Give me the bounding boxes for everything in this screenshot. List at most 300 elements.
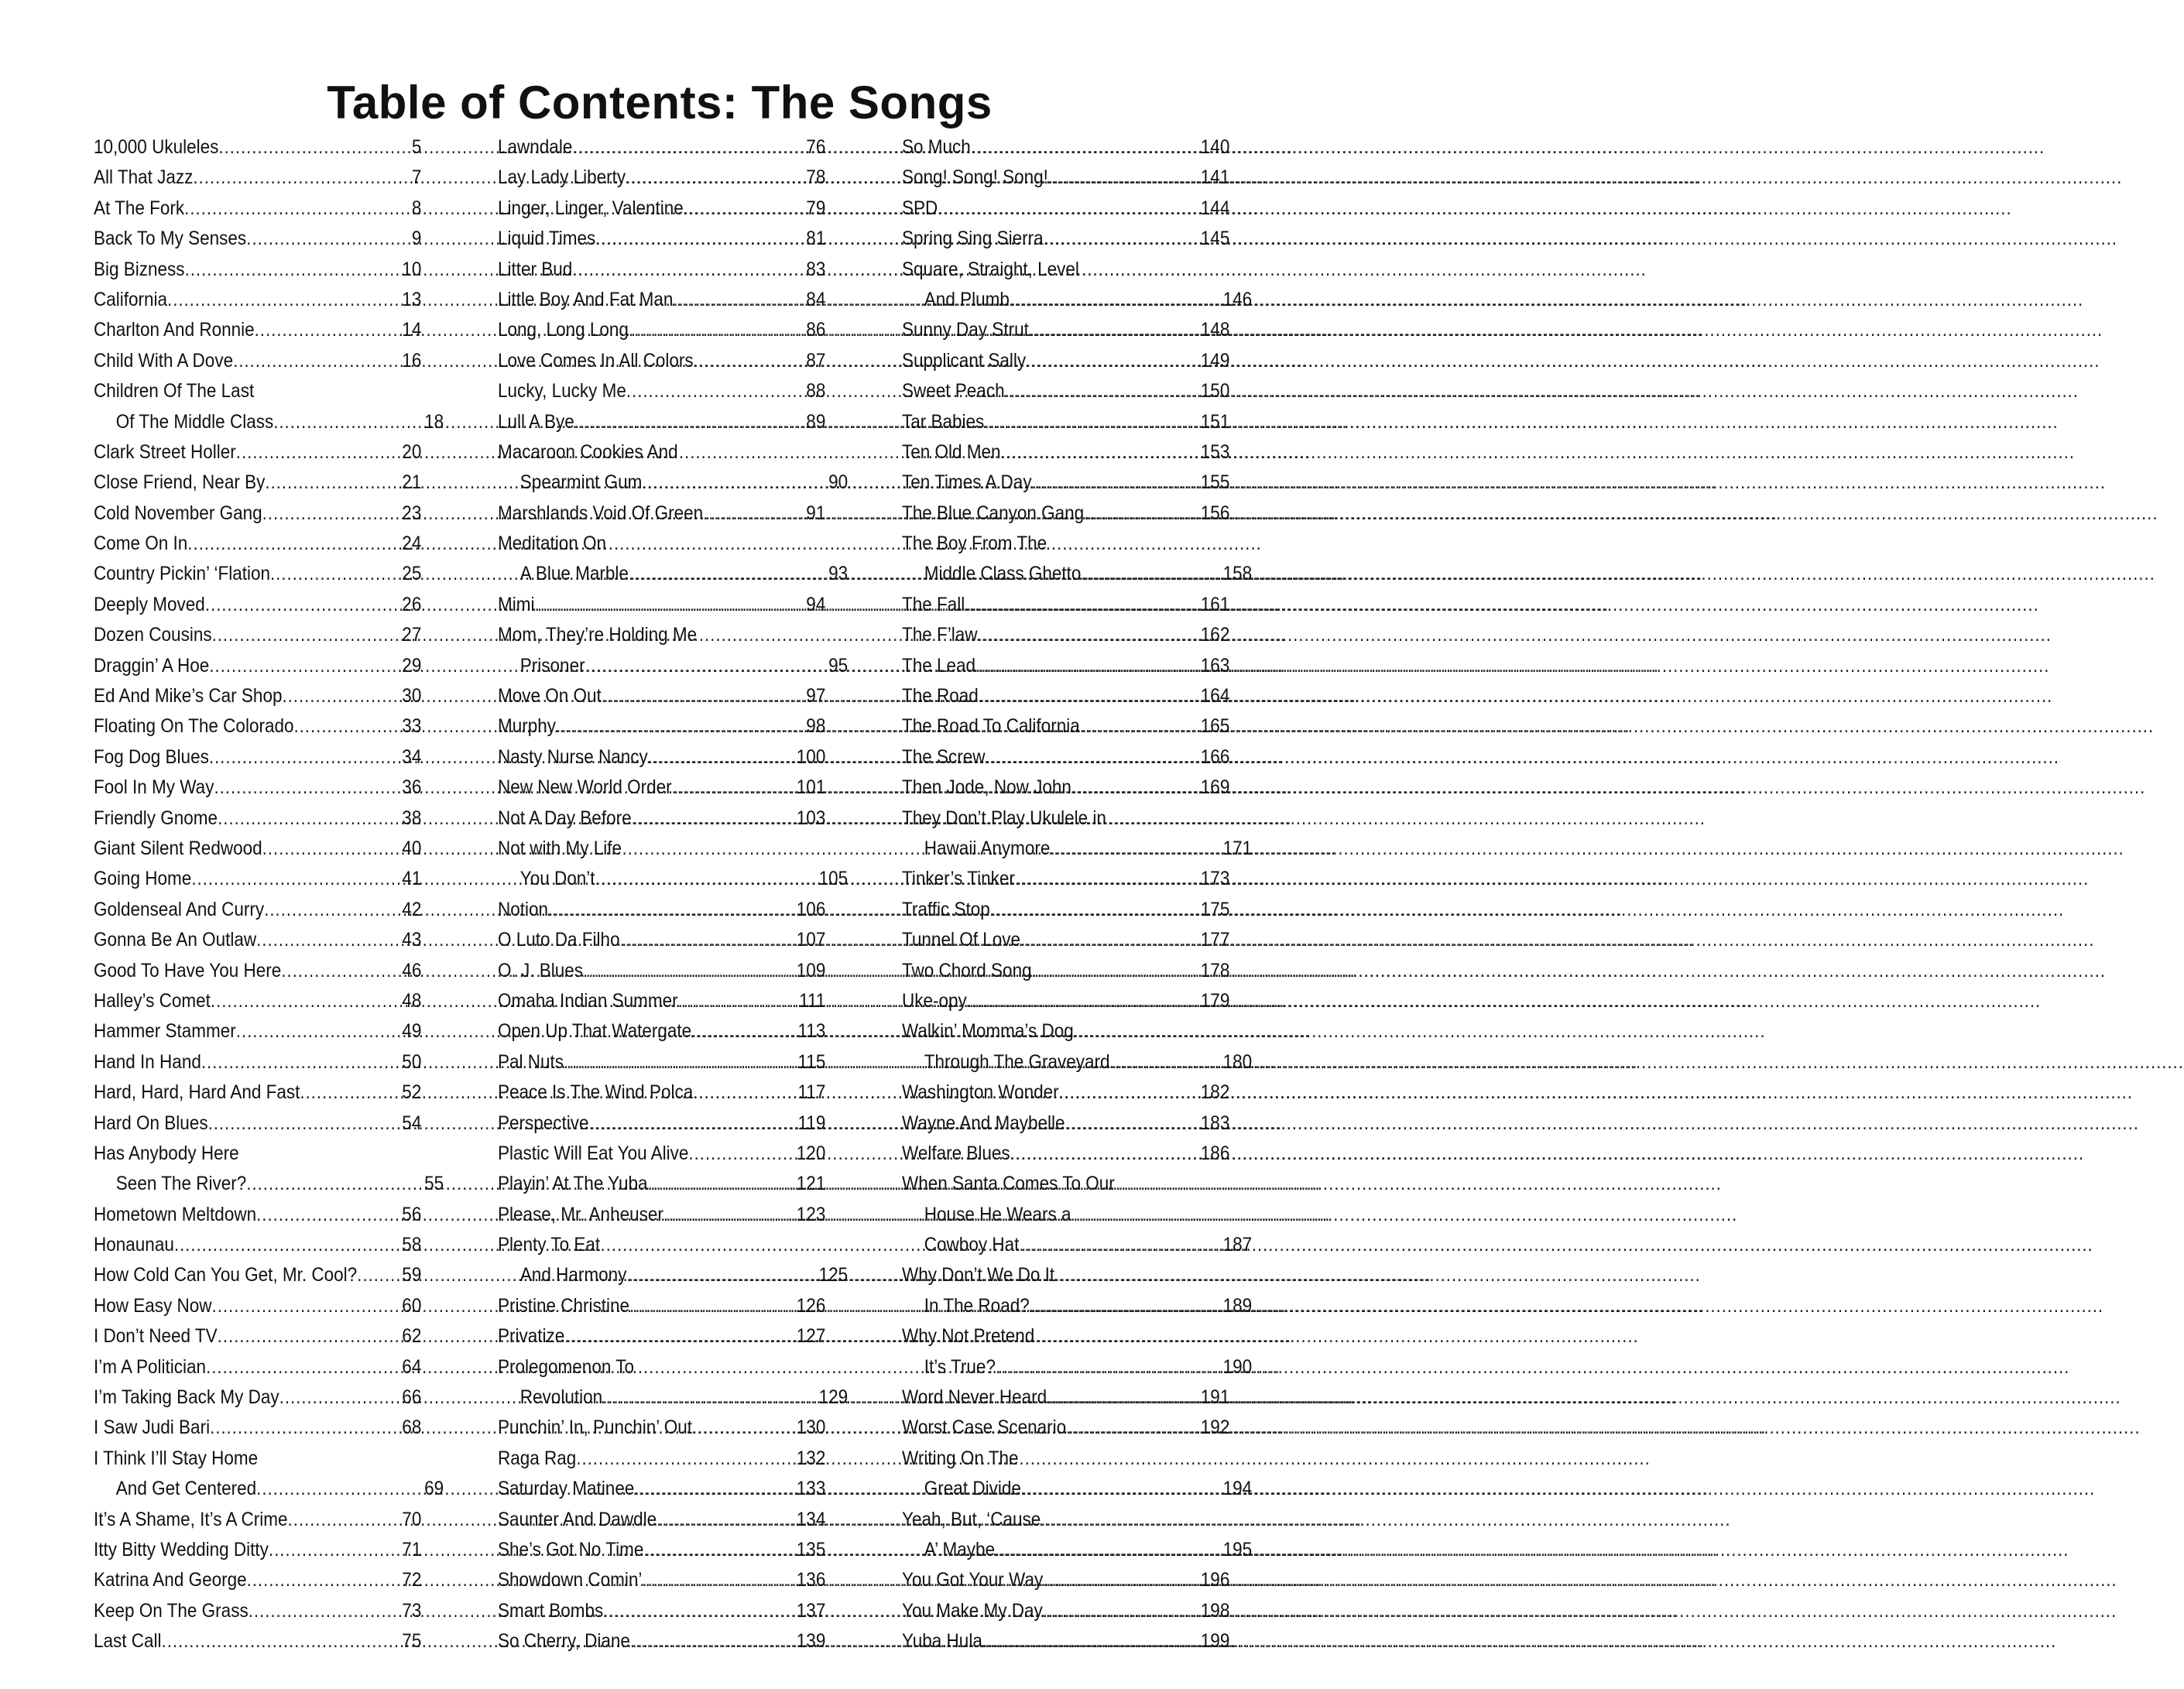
toc-entry-leader-line [94,1047,421,1077]
toc-entry [94,834,421,864]
toc-entry-title: Hometown Meltdown [94,1203,257,1225]
toc-entry-title: Tar Babies [902,410,985,433]
page-number: 25 [402,563,422,585]
toc-entry [498,1413,825,1443]
toc-entry-title: Gonna Be An Outlaw [94,929,257,951]
toc-entry-title: California [94,288,168,310]
toc-entry-title: The F’law [902,624,978,646]
toc-entry [498,194,825,224]
toc-entry-leader-line [902,773,1229,803]
toc-entry [498,498,825,529]
toc-entry-leader-line [498,864,848,894]
page-number: 14 [402,319,422,341]
toc-entry-title: Revolution [519,1386,603,1409]
toc-entry-title: Fog Dog Blues [94,745,209,768]
toc-entry-leader-line [94,1565,421,1595]
dot-leader [626,1260,818,1290]
toc-entry-title: Saturday Matinee [498,1478,635,1500]
toc-entry-title: It’s True? [924,1355,996,1378]
toc-entry-leader-line [498,255,825,285]
toc-entry-title-line [902,1505,1229,1535]
toc-entry-leader-line [902,1382,1229,1413]
toc-entry [902,864,1229,894]
page-number: 179 [1200,989,1230,1012]
toc-entry [94,956,421,986]
dot-leader [1066,1413,1200,1443]
toc-entry-leader-line [498,895,825,925]
toc-entry-title-part: Not with My Life [498,837,622,859]
dot-leader [990,895,1200,925]
toc-entry-leader-line [498,1169,825,1199]
toc-entry-leader-line [498,1474,825,1504]
toc-entry-leader-line [498,194,825,224]
toc-entry-leader-line [94,163,421,193]
page-number: 70 [402,1508,422,1530]
toc-entry-title-line [498,1352,825,1382]
toc-entry [94,1047,421,1077]
page-number: 52 [402,1081,422,1104]
dot-leader [279,1382,402,1413]
page-number: 126 [796,1294,826,1317]
toc-entry [902,1169,1253,1260]
toc-entry [94,498,421,529]
toc-entry-leader-line [94,1291,421,1321]
toc-entry-title-part: They Don’t Play Ukulele in [902,807,1106,829]
toc-entry [498,1444,825,1474]
toc-entry-title-line [902,1200,1252,1230]
toc-entry-title: I’m A Politician [94,1355,207,1378]
dot-leader [236,437,402,468]
page-number: 134 [796,1508,826,1530]
page-number: 144 [1200,197,1230,219]
toc-entry-leader-line [902,315,1229,345]
dot-leader [643,1535,795,1565]
toc-entry-title: Smart Bombs [498,1599,604,1622]
toc-entry-title: Halley’s Comet [94,989,211,1012]
toc-entry [498,620,849,681]
dot-leader [273,407,423,437]
toc-entry-leader-line [902,1626,1229,1656]
toc-entry [498,1230,849,1291]
page-number: 117 [797,1081,826,1104]
toc-entry-leader-line [902,437,1229,468]
toc-entry [902,651,1229,681]
toc-entry-title: In The Road? [924,1294,1030,1317]
toc-entry-leader-line [94,956,421,986]
toc-entry-title: Country Pickin’ ‘Flation [94,563,271,585]
page-number: 175 [1200,898,1230,920]
toc-entry-leader-line [94,315,421,345]
page-number: 165 [1200,715,1230,738]
toc-entry-title: New New World Order [498,776,672,799]
toc-entry-leader-line [94,498,421,529]
toc-entry [94,1291,421,1321]
toc-entry [902,1139,1229,1169]
page-number: 18 [424,410,444,433]
toc-entry [498,1139,825,1169]
toc-entry-title-part: The Boy From The [902,533,1047,555]
dot-leader [693,1077,797,1108]
toc-entry-title-line [902,1444,1229,1474]
toc-entry-title: Omaha Indian Summer [498,989,678,1012]
dot-leader [262,834,402,864]
page-number: 146 [1222,288,1253,310]
page-number: 76 [806,136,826,158]
toc-entry-leader-line [902,1352,1252,1382]
toc-entry [902,1382,1229,1413]
toc-entry [94,620,421,650]
toc-entry-title: Cold November Gang [94,502,262,524]
toc-entry [498,1321,825,1352]
dot-leader [602,1382,818,1413]
dot-leader [1050,834,1222,864]
toc-entry-title: Big Bizness [94,258,185,280]
dot-leader [201,1047,402,1077]
toc-entry [902,1108,1229,1139]
toc-entry-leader-line [498,346,825,376]
toc-entry-leader-line [902,1230,1252,1260]
dot-leader [642,1565,796,1595]
page-number: 72 [402,1569,422,1591]
toc-entry [902,1260,1253,1321]
toc-entry [498,1169,825,1199]
toc-entry-leader-line [94,681,421,711]
toc-entry-title-part: Children Of The Last [94,380,255,403]
toc-entry [498,346,825,376]
toc-entry-title: Privatize [498,1325,565,1348]
page-number: 98 [806,715,826,738]
toc-entry-leader-line [94,1108,421,1139]
toc-entry [902,1321,1253,1382]
toc-entry-title: Litter Bud [498,258,573,280]
toc-entry-title: Showdown Comin’ [498,1569,643,1591]
dot-leader [255,315,402,345]
page-number: 115 [797,1050,826,1073]
toc-entry-title: Dozen Cousins [94,624,212,646]
toc-entry-leader-line [498,1565,825,1595]
toc-entry-title: At The Fork [94,197,185,219]
dot-leader [572,132,805,163]
toc-entry-title-part: Meditation On [498,533,607,555]
toc-entry-title: You Don’t [519,868,595,890]
toc-entry-leader-line [94,132,421,163]
toc-entry-title: Going Home [94,868,192,890]
dot-leader [1026,346,1200,376]
toc-entry [94,315,421,345]
dot-leader [1032,468,1200,498]
dot-leader [548,895,796,925]
toc-entry-leader-line [902,498,1229,529]
toc-entry-title: Middle Class Ghetto [924,563,1082,585]
toc-entry-title-part: Has Anybody Here [94,1142,239,1164]
toc-entry [498,834,849,895]
toc-entry-leader-line [902,224,1229,254]
toc-entry-leader-line [498,376,825,406]
toc-entry-title-line [902,529,1229,559]
toc-entry-leader-line [94,1474,444,1504]
toc-entry-leader-line [94,864,421,894]
toc-entry [498,956,825,986]
dot-leader [589,1108,797,1139]
toc-entry [498,1352,849,1413]
toc-entry [94,1260,421,1290]
page-number: 153 [1200,440,1230,463]
page-number: 163 [1200,654,1230,677]
toc-entry [902,1565,1229,1595]
toc-entry [498,315,825,345]
toc-entry-leader-line [94,1535,421,1565]
toc-entry [902,376,1229,406]
dot-leader [209,742,402,773]
dot-leader [1001,437,1200,468]
page-number: 91 [806,502,826,524]
toc-entry [94,132,421,163]
toc-entry-title-line [498,1230,825,1260]
toc-entry-leader-line [94,925,421,955]
page-number: 49 [402,1020,422,1043]
toc-entry [498,590,825,620]
toc-entry [94,895,421,925]
dot-leader [1029,315,1200,345]
toc-entry-title: Great Divide [924,1478,1021,1500]
toc-entry-title: And Get Centered [115,1478,257,1500]
toc-entry-title: 10,000 Ukuleles [94,136,219,158]
toc-entry-title: Murphy [498,715,557,738]
toc-entry-leader-line [498,1535,825,1565]
toc-entry-title: Fool In My Way [94,776,214,799]
toc-entry-title-line [94,1139,421,1169]
toc-entry-title: Back To My Senses [94,228,247,250]
dot-leader [1043,1565,1200,1595]
toc-entry-leader-line [498,590,825,620]
toc-entry-leader-line [902,834,1252,864]
toc-entry-title: Hard On Blues [94,1112,208,1134]
page-number: 89 [806,410,826,433]
dot-leader [212,620,402,650]
toc-entry-title: Worst Case Scenario [902,1417,1067,1439]
toc-entry-title: Hawaii Anymore [924,837,1051,859]
dot-leader [688,1139,796,1169]
toc-entry-title: Supplicant Sally [902,349,1027,372]
toc-entry-title-line [902,803,1229,834]
toc-entry [94,1352,421,1382]
dot-leader [684,194,806,224]
toc-entry [94,224,421,254]
toc-column-1 [94,132,444,1657]
page-number: 119 [797,1112,826,1134]
dot-leader [642,468,828,498]
page-number: 24 [402,533,422,555]
toc-entry-title-line [94,1444,421,1474]
toc-entry-title: Uke-opy [902,989,967,1012]
toc-entry-title: Itty Bitty Wedding Ditty [94,1538,269,1561]
dot-leader [967,986,1200,1016]
page-number: 50 [402,1050,422,1073]
toc-entry [94,711,421,742]
toc-entry [498,773,825,803]
toc-entry-title: So Much [902,136,971,158]
toc-entry-leader-line [94,986,421,1016]
toc-entry-title-part: Square, Straight, Level [902,258,1079,280]
toc-entry-title: Mimi [498,593,535,615]
dot-leader [979,681,1200,711]
toc-entry-leader-line [94,194,421,224]
toc-entry-leader-line [902,1413,1229,1443]
dot-leader [282,681,401,711]
toc-entry-leader-line [94,895,421,925]
dot-leader [256,925,401,955]
dot-leader [938,194,1200,224]
dot-leader [1010,1139,1200,1169]
toc-entry [94,468,421,498]
page-number: 29 [402,654,422,677]
toc-entry [498,1047,825,1077]
page-number: 84 [806,288,826,310]
toc-entry [94,590,421,620]
toc-entry-title: How Easy Now [94,1294,212,1317]
page-number: 38 [402,807,422,829]
dot-leader [995,1535,1222,1565]
dot-leader [269,1535,401,1565]
toc-entry-title: Playin’ At The Yuba [498,1173,648,1195]
page-number: 145 [1200,228,1230,250]
page-number: 149 [1200,349,1230,372]
toc-entry-title-line [498,437,825,468]
page-number: 151 [1200,410,1230,433]
dot-leader [629,1291,796,1321]
toc-entry-title: Seen The River? [115,1173,247,1195]
page-number: 75 [402,1630,422,1653]
toc-entry [94,1626,421,1656]
toc-entry [94,529,421,559]
toc-entry-title: Notion [498,898,549,920]
dot-leader [595,864,818,894]
page-number: 141 [1200,166,1230,189]
toc-entry-title: She’s Got No Time [498,1538,644,1561]
toc-entry-title: Two Chord Song [902,959,1032,982]
toc-entry-leader-line [902,620,1229,650]
toc-entry [902,163,1229,193]
toc-entry [902,1596,1229,1626]
page-number: 164 [1200,685,1230,707]
page-number: 33 [402,715,422,738]
toc-entry [902,315,1229,345]
toc-entry-title: Washington Wonder [902,1081,1059,1104]
page-number: 59 [402,1264,422,1286]
dot-leader [602,681,806,711]
toc-entry-leader-line [902,1596,1229,1626]
toc-entry [902,224,1229,254]
toc-entry-title: Draggin’ A Hoe [94,654,210,677]
page-number: 156 [1200,502,1230,524]
toc-entry-title: Cowboy Hat [924,1234,1020,1256]
dot-leader [576,1444,796,1474]
toc-entry [902,681,1229,711]
toc-entry-title: Sweet Peach [902,380,1005,403]
toc-entry [94,255,421,285]
toc-entry [94,1077,421,1108]
toc-entry [94,1321,421,1352]
toc-entry-leader-line [94,529,421,559]
dot-leader [265,468,401,498]
toc-entry-title-part: I Think I’ll Stay Home [94,1447,259,1469]
toc-entry-title: Prisoner [519,654,585,677]
toc-column-3 [902,132,1253,1657]
toc-entry-leader-line [498,803,825,834]
toc-entry-title: Peace Is The Wind Polca [498,1081,694,1104]
page-number: 133 [796,1478,826,1500]
page-number: 130 [796,1417,826,1439]
dot-leader [218,132,411,163]
toc-entry [94,1382,421,1413]
toc-entry [94,1016,421,1047]
toc-entry [498,224,825,254]
toc-entry [94,742,421,773]
page-number: 23 [402,502,422,524]
toc-entry-title: I Saw Judi Bari [94,1417,211,1439]
toc-entry [902,803,1253,865]
toc-entry-title: O. J. Blues [498,959,584,982]
dot-leader [1019,1230,1222,1260]
toc-entry [498,132,825,163]
toc-entry [498,1505,825,1535]
toc-entry-leader-line [498,711,825,742]
page-number: 10 [402,258,422,280]
toc-entry-title: How Cold Can You Get, Mr. Cool? [94,1264,358,1286]
toc-entry [498,1474,825,1504]
dot-leader [1081,559,1222,589]
page-number: 97 [806,685,826,707]
toc-entry-title: Floating On The Colorado [94,715,294,738]
dot-leader [249,1596,402,1626]
page-number: 199 [1200,1630,1230,1653]
page-number: 198 [1200,1599,1230,1622]
toc-entry-leader-line [902,285,1252,315]
toc-entry-title: Perspective [498,1112,589,1134]
page-number: 87 [806,349,826,372]
toc-entry-leader-line [498,1444,825,1474]
dot-leader [971,132,1200,163]
toc-entry-title: Hammer Stammer [94,1020,236,1043]
toc-entry-title: Open Up That Watergate [498,1020,692,1043]
toc-entry-title-line [94,376,421,406]
toc-entry-title: Welfare Blues [902,1142,1010,1164]
toc-entry [498,285,825,315]
toc-entry-title: Pristine Christine [498,1294,630,1317]
toc-entry-title: I Don’t Need TV [94,1325,218,1348]
toc-entry-leader-line [94,1382,421,1413]
toc-entry-title: O Luto Da Filho [498,929,620,951]
toc-entry [94,803,421,834]
toc-entry-title-part: Walkin’ Momma’s Dog [902,1020,1074,1043]
toc-entry-leader-line [94,559,421,589]
toc-entry-title: The Blue Canyon Gang [902,502,1085,524]
toc-entry [94,681,421,711]
page-number: 177 [1200,929,1230,951]
page-number: 41 [402,868,422,890]
toc-entry [498,1626,825,1656]
toc-entry-leader-line [94,346,421,376]
toc-entry-leader-line [498,956,825,986]
dot-leader [564,1047,797,1077]
toc-entry [94,864,421,894]
toc-entry-title: Ten Old Men [902,440,1001,463]
dot-leader [1020,925,1200,955]
toc-entry [94,1230,421,1260]
toc-entry-leader-line [94,651,421,681]
toc-entry-leader-line [902,895,1229,925]
toc-entry [902,1016,1253,1077]
